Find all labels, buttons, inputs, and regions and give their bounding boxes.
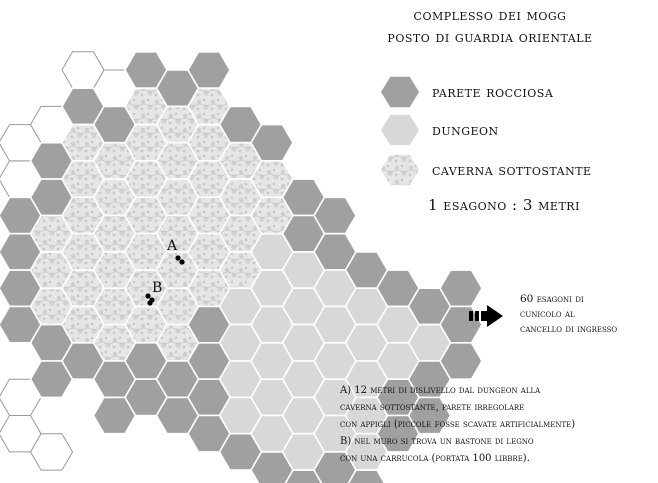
marker-dot [179, 259, 184, 264]
cavern-hex-icon [380, 150, 420, 190]
exit-note-line: cunicolo al [520, 308, 575, 320]
legend-item-cavern [380, 150, 592, 190]
marker-dot [147, 300, 152, 305]
map-subtitle: posto di guardia orientale [387, 28, 593, 46]
marker-dot [145, 293, 150, 298]
rock-hex-icon [380, 72, 420, 112]
legend-item-dungeon [380, 110, 499, 150]
map-scale: 1 esagono : 3 metri [428, 196, 580, 214]
arrow-right-icon [469, 305, 509, 327]
exit-note [520, 292, 655, 337]
legend-label-dungeon: dungeon [432, 121, 499, 139]
legend-label-cavern: caverna sottostante [432, 161, 592, 179]
legend-label-rock: parete rocciosa [432, 83, 554, 101]
exit-note-line: cancello di ingresso [520, 323, 618, 335]
marker-b-label: B [152, 280, 163, 296]
note-line: caverna sottostante, parete irregolare [340, 402, 525, 413]
note-line: B) nel muro si trova un bastone di legno [340, 436, 534, 447]
marker-dot [175, 255, 180, 260]
marker-a-label: A [167, 238, 178, 254]
legend-item-rock [380, 72, 553, 112]
exit-note-line: 60 esagoni di [520, 293, 584, 305]
map-notes [340, 382, 658, 467]
map-title: complesso dei mogg [413, 6, 567, 24]
note-line: con una carrucola (portata 100 libbre). [340, 453, 530, 464]
note-line: A) 12 metri di dislivello dal dungeon alla [340, 385, 541, 396]
note-line: con appigli (piccole fosse scavate artificialmente) [340, 419, 576, 430]
dungeon-hex-icon [380, 110, 420, 150]
